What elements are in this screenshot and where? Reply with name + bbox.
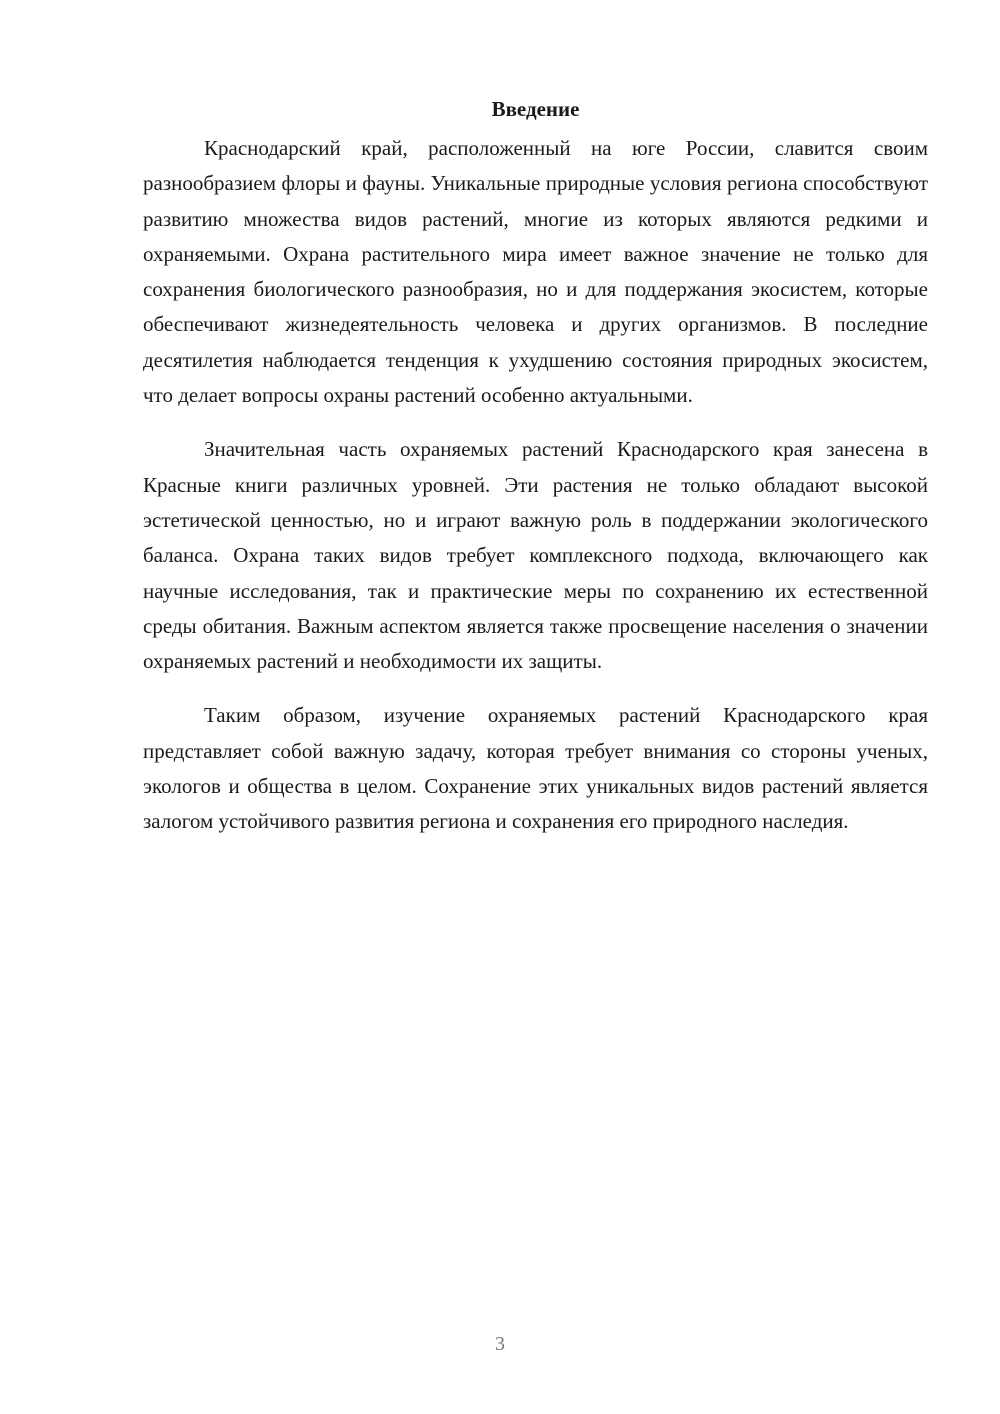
paragraph-1: Краснодарский край, расположенный на юге России, славится своим разнообразием флоры и фауны. Уникальные природные условия региона способствуют развитию множества видов растений, многие из которых являются редкими и охраняемыми. Охрана растительного мира имеет важное значение не только для сохранения биологического разнообразия, но и для поддержания экосистем, которые обеспечивают жизнедеятельность человека и других организмов. В последние десятилетия наблюдается тенденция к ухудшению состояния природных экосистем, что делает вопросы охраны растений особенно актуальными. xyxy=(143,136,928,408)
paragraph-2: Значительная часть охраняемых растений Краснодарского края занесена в Красные книги различных уровней. Эти растения не только обладают высокой эстетической ценностью, но и играют важную роль в поддержании экологического баланса. Охрана таких видов требует комплексного подхода, включающего как научные исследования, так и практические меры по сохранению их естественной среды обитания. Важным аспектом является также просвещение населения о значении охраняемых растений и необходимости их защиты. xyxy=(143,437,928,674)
page-number: 3 xyxy=(495,1333,505,1355)
paragraph-3: Таким образом, изучение охраняемых растений Краснодарского края представляет собой важную задачу, которая требует внимания со стороны ученых, экологов и общества в целом. Сохранение этих уникальных видов растений является залогом устойчивого развития региона и сохранения его природного наследия. xyxy=(143,703,928,834)
page-content xyxy=(143,92,928,859)
section-title: Введение xyxy=(491,97,580,121)
